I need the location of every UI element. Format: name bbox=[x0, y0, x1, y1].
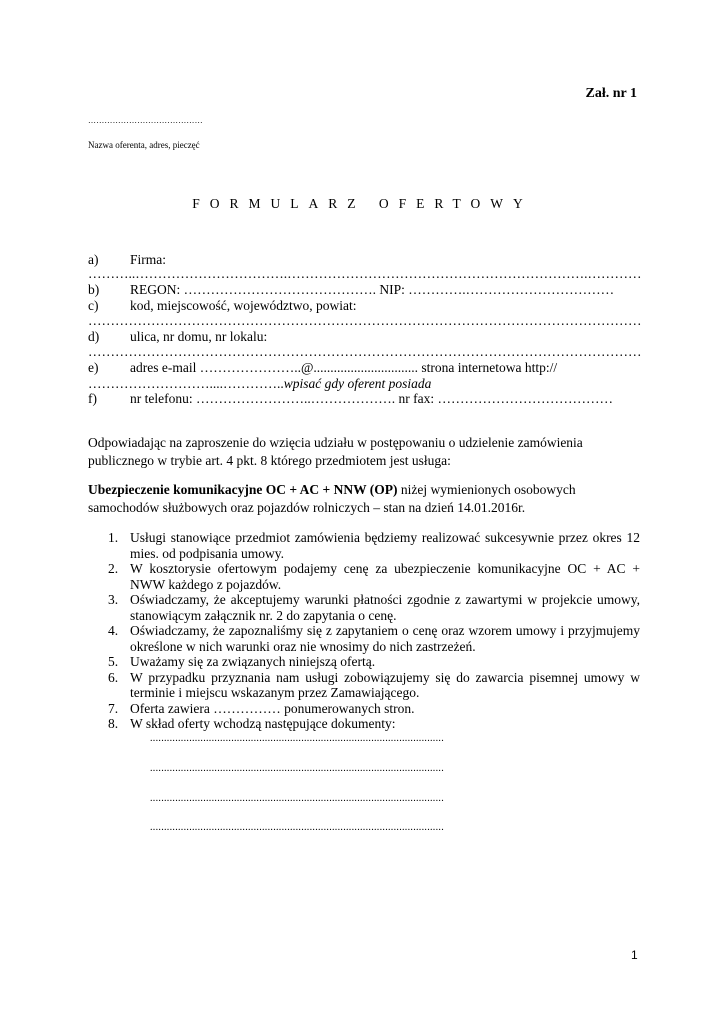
field-b bbox=[88, 282, 614, 298]
field-a-line: ………..…………………………….………………………………………………………….………… bbox=[88, 266, 642, 281]
list-item bbox=[88, 670, 640, 701]
list-item bbox=[88, 530, 640, 561]
field-e-text: adres e-mail …………………..@............................... strona internetowa http:// bbox=[130, 360, 558, 375]
list-item bbox=[88, 701, 640, 717]
field-a-letter: a) bbox=[88, 252, 99, 267]
list-item-text: Oświadczamy, że zapoznaliśmy się z zapytaniem o cenę oraz wzorem umowy i przyjmujemy określone w nich warunki oraz nie wnosimy do nich zastrzeżeń. bbox=[130, 623, 640, 654]
field-c-line: …………………………………………………………………………………………………………… bbox=[88, 313, 642, 328]
field-d-letter: d) bbox=[88, 329, 100, 344]
list-item bbox=[88, 592, 640, 623]
list-item bbox=[88, 716, 640, 732]
field-e-cont bbox=[88, 376, 431, 392]
field-e-cont-note: wpisać gdy oferent posiada bbox=[283, 376, 432, 391]
field-d-line: …………………………………………………………………………………………………………… bbox=[88, 344, 642, 359]
attachment-label: Zał. nr 1 bbox=[585, 86, 637, 101]
intro-line-2: publicznego w trybie art. 4 pkt. 8 którego przedmiotem jest usługa: bbox=[88, 453, 451, 468]
intro-paragraph bbox=[88, 434, 640, 470]
list-item-text: Usługi stanowiące przedmiot zamówienia będziemy realizować sukcesywnie przez okres 12 mies. od podpisania umowy. bbox=[130, 530, 640, 561]
field-f-text: nr telefonu: ……………………..………………. nr fax: ………………………………… bbox=[130, 391, 613, 406]
list-item-number: 7. bbox=[108, 700, 119, 716]
list-item bbox=[88, 561, 640, 592]
subject-line-2: samochodów służbowych oraz pojazdów rolniczych – stan na dzień 14.01.2016r. bbox=[88, 500, 526, 515]
list-item-text: W skład oferty wchodzą następujące dokumenty: bbox=[130, 716, 396, 731]
field-c-label: kod, miejscowość, województwo, powiat: bbox=[130, 298, 357, 313]
oferent-caption: Nazwa oferenta, adres, pieczęć bbox=[88, 140, 200, 150]
field-e-letter: e) bbox=[88, 360, 99, 375]
list-item bbox=[88, 623, 640, 654]
field-c-letter: c) bbox=[88, 298, 99, 313]
field-c bbox=[88, 298, 356, 314]
field-b-text: REGON: ……………………………………. NIP: ………….…………………………… bbox=[130, 282, 615, 297]
subject-bold: Ubezpieczenie komunikacyjne OC + AC + NNW (OP) bbox=[88, 482, 398, 497]
document-line-4: ......................................................................................................... bbox=[150, 822, 444, 833]
list-item-text: W przypadku przyznania nam usługi zobowiązujemy się do zawarcia pisemnej umowy w terminie i miejscu wskazanym przez Zamawiającego. bbox=[130, 669, 640, 700]
document-line-1: ......................................................................................................... bbox=[150, 733, 444, 744]
subject-rest: niżej wymienionych osobowych bbox=[397, 482, 576, 497]
list-item-number: 4. bbox=[108, 623, 119, 638]
field-e-cont-dots: ………………………....………….. bbox=[88, 376, 284, 391]
document-line-2: ......................................................................................................... bbox=[150, 763, 444, 774]
document-line-3: ......................................................................................................... bbox=[150, 793, 444, 804]
list-item bbox=[88, 654, 640, 670]
list-item-number: 6. bbox=[108, 669, 119, 685]
field-d bbox=[88, 329, 267, 345]
field-d-label: ulica, nr domu, nr lokalu: bbox=[130, 329, 268, 344]
field-f-letter: f) bbox=[88, 391, 97, 406]
field-f bbox=[88, 391, 613, 407]
list-item-number: 8. bbox=[108, 716, 119, 731]
form-title: FORMULARZ OFERTOWY bbox=[192, 196, 533, 211]
list-item-number: 5. bbox=[108, 654, 119, 669]
list-item-text: Oświadczamy, że akceptujemy warunki płatności zgodnie z zawartymi w projekcie umowy, stanowiącym załącznik nr. 2 do zapytania o cenę. bbox=[130, 592, 640, 623]
subject-paragraph bbox=[88, 481, 640, 517]
subject-line-1 bbox=[88, 481, 640, 499]
list-item-number: 2. bbox=[108, 561, 119, 576]
page-number: 1 bbox=[631, 948, 638, 962]
field-e bbox=[88, 360, 557, 376]
field-a-label: Firma: bbox=[130, 252, 166, 267]
intro-line-1: Odpowiadając na zaproszenie do wzięcia udziału w postępowaniu o udzielenie zamówienia bbox=[88, 435, 583, 450]
list-item-number: 3. bbox=[108, 592, 119, 607]
field-b-letter: b) bbox=[88, 282, 100, 297]
list-item-text: W kosztorysie ofertowym podajemy cenę za ubezpieczenie komunikacyjne OC + AC + NWW każdego z pojazdów. bbox=[130, 561, 640, 592]
list-item-text: Uważamy się za związanych niniejszą ofertą. bbox=[130, 654, 376, 669]
declarations-list bbox=[88, 530, 640, 732]
oferent-dots: …………………………………… bbox=[88, 116, 203, 125]
list-item-text: Oferta zawiera …………… ponumerowanych stron. bbox=[130, 700, 415, 716]
list-item-number: 1. bbox=[108, 530, 119, 545]
